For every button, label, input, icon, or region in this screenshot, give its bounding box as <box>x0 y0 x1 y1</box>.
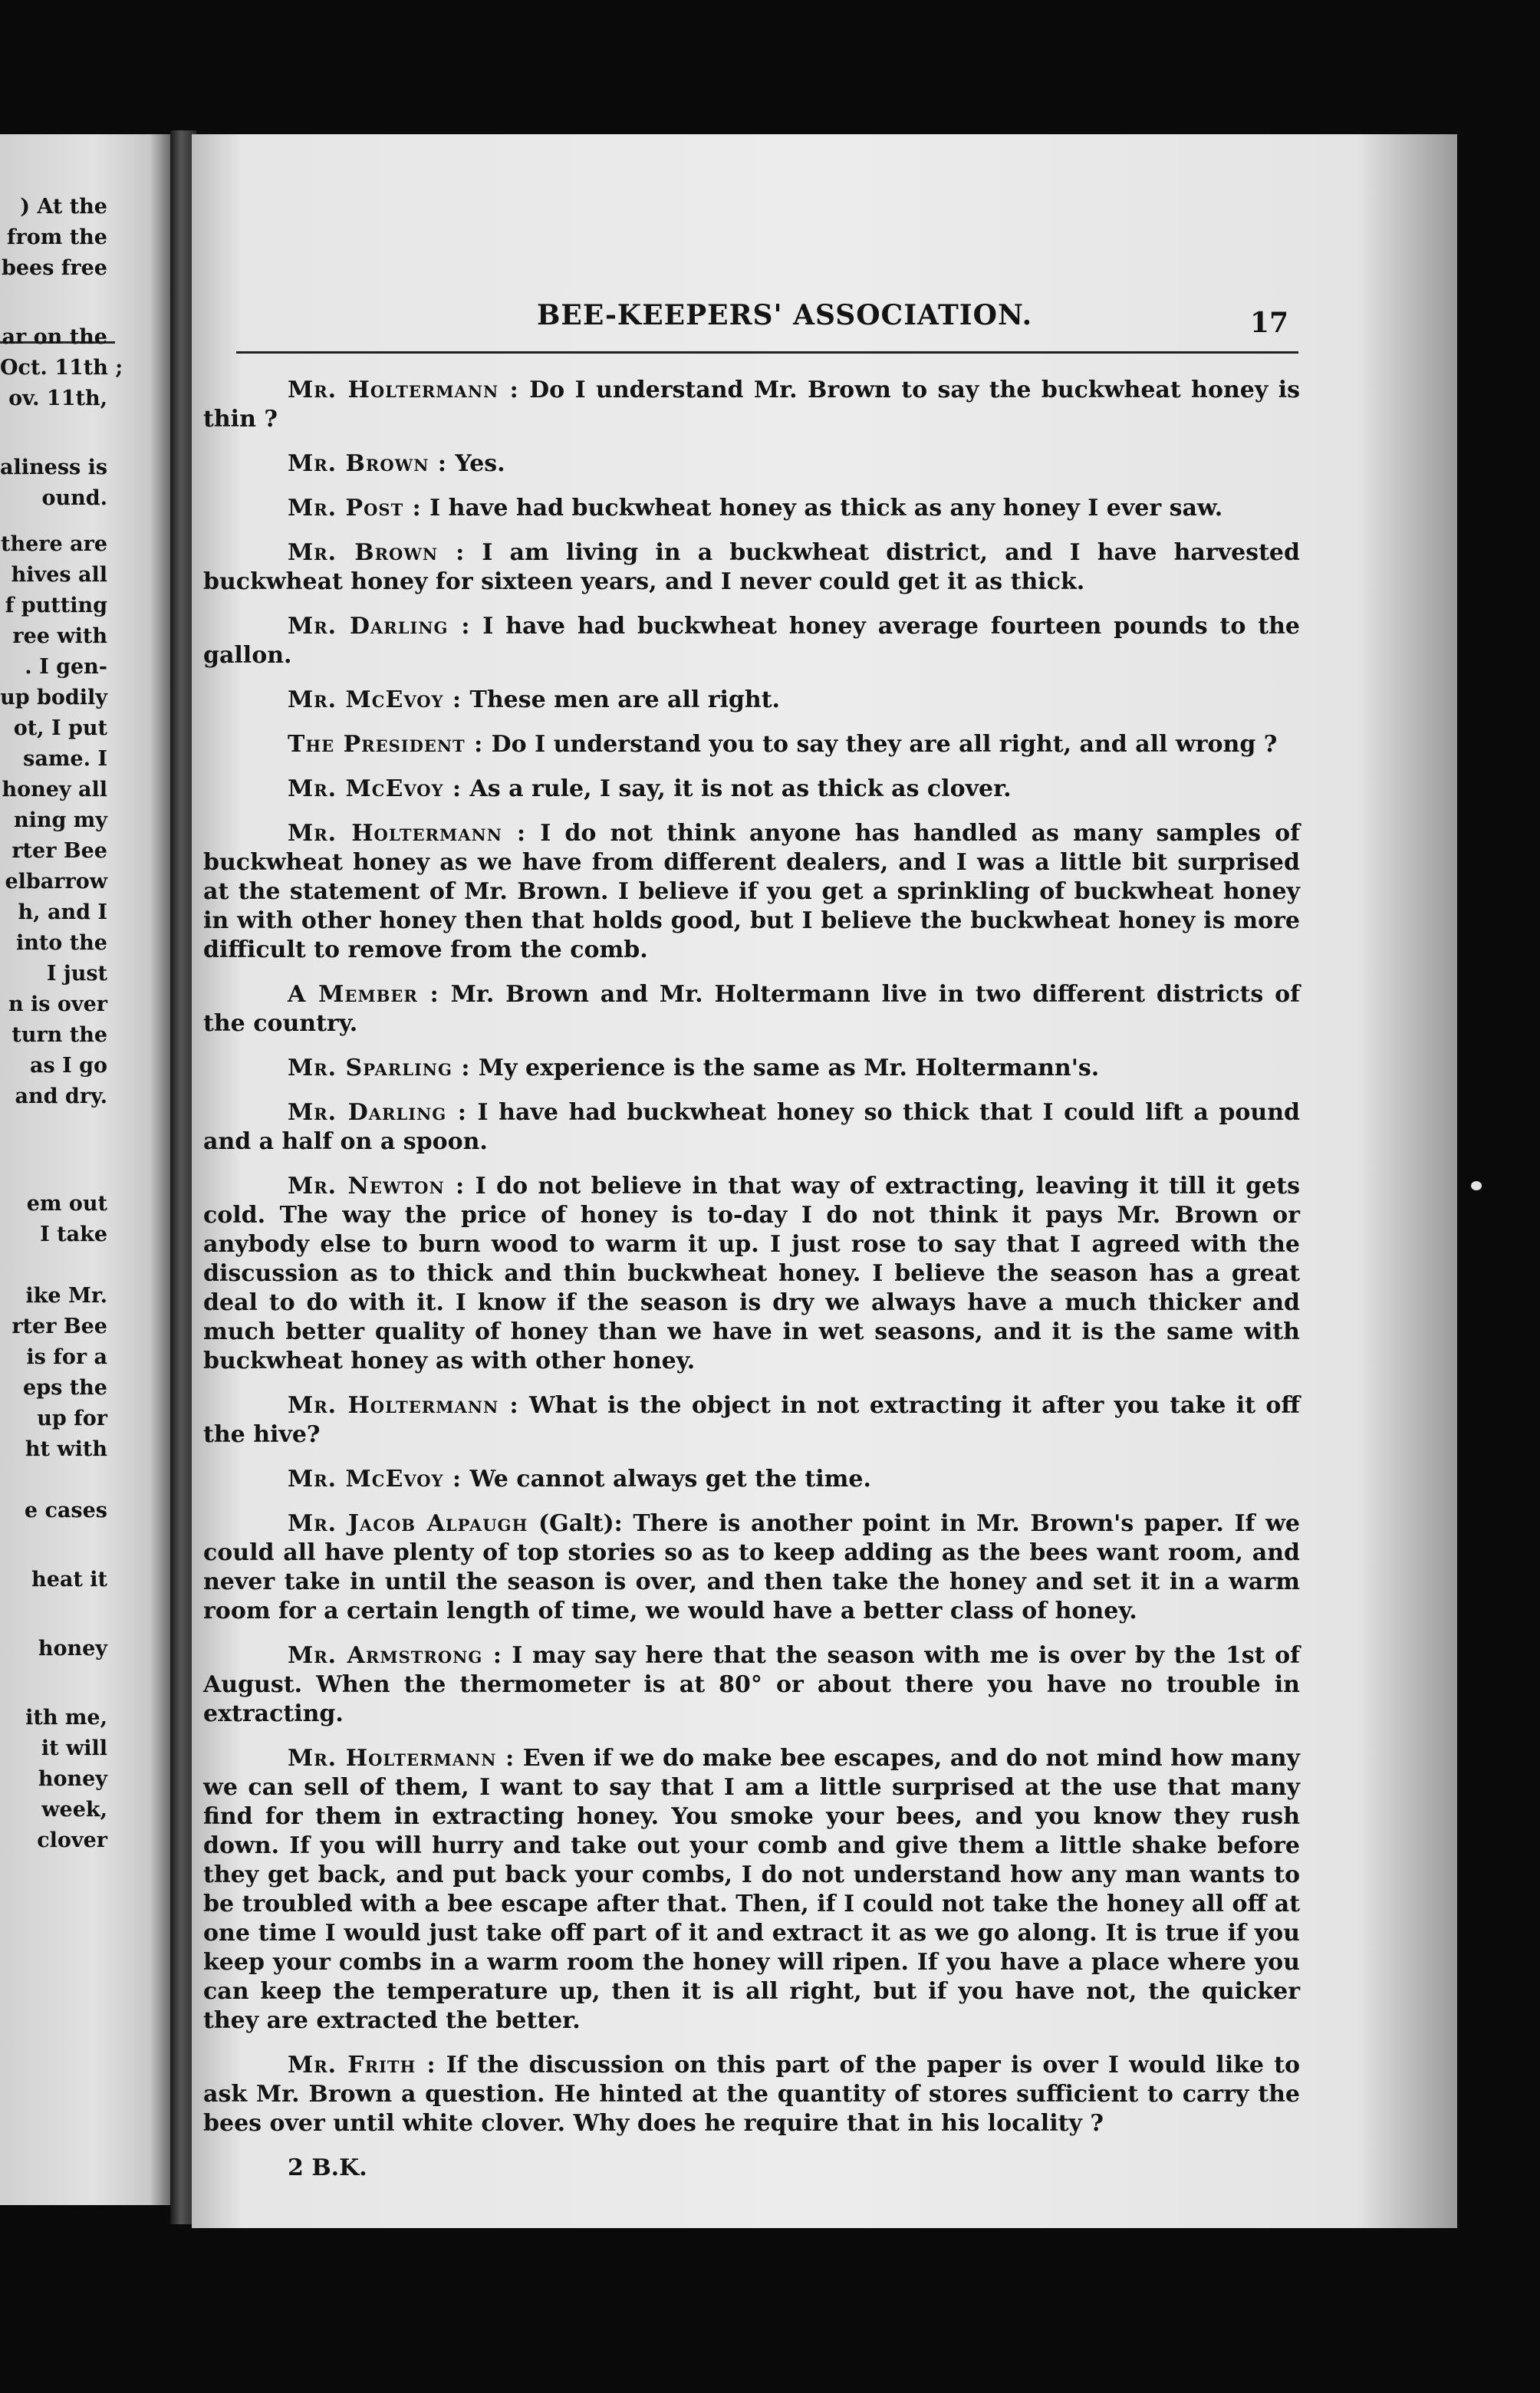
facing-page-line: em out <box>26 1192 107 1216</box>
speech-paragraph <box>203 1465 1300 1494</box>
facing-page-line: rter Bee <box>12 1315 107 1338</box>
speech-text: These men are all right. <box>462 686 780 713</box>
facing-page-line: eps the <box>23 1376 107 1400</box>
speech-text: My experience is the same as Mr. Holtermann's. <box>470 1055 1100 1081</box>
speech-paragraph <box>203 686 1300 715</box>
facing-page-line: e cases <box>24 1499 107 1522</box>
facing-page-line: up bodily <box>0 686 107 709</box>
speaker-name: The President : <box>288 731 484 758</box>
speaker-name: Mr. McEvoy : <box>288 686 462 713</box>
facing-page-line: ot, I put <box>13 716 107 740</box>
speech-text: I do not think anyone has handled as many samples of buckwheat honey as we have from different dealers, and I was a little bit surprised at the statement of Mr. Brown. I believe if you get a sprinkling of buckwheat honey in with other honey then that holds good, but I believe the buckwheat honey is more difficult to remove from the comb. <box>203 820 1300 963</box>
facing-page-line: ith me, <box>25 1706 107 1730</box>
facing-page-line: there are <box>1 532 107 556</box>
facing-page-line: . I gen- <box>25 655 107 679</box>
facing-page-line: ar on the <box>2 325 107 349</box>
speech-text: What is the object in not extracting it after you take it off the hive? <box>203 1392 1300 1448</box>
facing-page-line: same. I <box>23 747 107 771</box>
speaker-name: Mr. Newton : <box>288 1173 466 1200</box>
speech-paragraph <box>203 538 1300 597</box>
speaker-name: Mr. Brown : <box>288 450 447 477</box>
speaker-name: Mr. Darling : <box>288 613 471 640</box>
facing-page-line: honey all <box>2 778 107 802</box>
facing-page-line: f putting <box>5 594 107 617</box>
speech-text: Do I understand you to say they are all right, and all wrong ? <box>483 731 1278 758</box>
speaker-name: Mr. Holtermann : <box>288 1392 519 1419</box>
facing-page-line: turn the <box>12 1023 107 1047</box>
speech-text: I am living in a buckwheat district, and I have harvested buckwheat honey for sixteen years, and I never could get it as thick. <box>203 539 1300 595</box>
facing-page-line: up for <box>37 1407 107 1430</box>
speech-paragraph <box>203 1509 1300 1626</box>
speaker-name: Mr. McEvoy : <box>288 775 462 802</box>
facing-page-line: heat it <box>31 1568 107 1591</box>
facing-page-line: into the <box>15 931 107 955</box>
dust-speck <box>1471 1181 1482 1190</box>
speech-text: I have had buckwheat honey as thick as any honey I ever saw. <box>421 495 1223 522</box>
facing-page-line: ike Mr. <box>25 1284 107 1308</box>
speech-paragraph <box>203 1054 1300 1083</box>
speech-paragraph <box>203 980 1300 1039</box>
speech-paragraph <box>203 730 1300 759</box>
page-number: 17 <box>1250 307 1289 339</box>
speech-text: (Galt): There is another point in Mr. Brown's paper. If we could all have plenty of top stories so as to keep adding as the bees want room, and never take in until the season is over, and then take the honey and set it in a warm room for a certain length of time, we would have a better class of honey. <box>203 1510 1300 1624</box>
facing-page-fragment <box>0 134 170 2205</box>
speech-text: I have had buckwheat honey average fourteen pounds to the gallon. <box>203 613 1300 669</box>
signature-mark: 2 B.K. <box>288 2154 367 2181</box>
speech-paragraph <box>203 1744 1300 2036</box>
speech-text: Even if we do make bee escapes, and do not mind how many we can sell of them, I want to say that I am a little surprised at the use that many find for them in extracting honey. You smoke your bees, and you know they rush down. If you will hurry and take out your comb and give them a little shake before they get back, and put back your combs, I do not understand how any man wants to be troubled with a bee escape after that. Then, if I could not take the honey all off at one time I would just take off part of it and extract it as we go along. It is true if you keep your combs in a warm room the honey will ripen. If you have a place where you can keep the temperature up, then it is all right, but if you have not, the quicker they are extracted the better. <box>203 1745 1300 2034</box>
facing-page-line: as I go <box>29 1054 107 1078</box>
speaker-name: Mr. Armstrong : <box>288 1642 502 1669</box>
speech-paragraph <box>203 1172 1300 1376</box>
speech-text: I may say here that the season with me is over by the 1st of August. When the thermometer is at 80° or about there you have no trouble in extracting. <box>203 1642 1300 1727</box>
speaker-name: Mr. Jacob Alpaugh <box>288 1510 528 1537</box>
facing-page-line: elbarrow <box>5 870 107 894</box>
facing-page-line: it will <box>41 1736 107 1760</box>
speaker-name: Mr. Frith : <box>288 2052 436 2079</box>
facing-page-line: rter Bee <box>12 839 107 863</box>
speech-text: We cannot always get the time. <box>462 1466 871 1493</box>
speech-text: I do not believe in that way of extracting, leaving it till it gets cold. The way the price of honey is to-day I do not think it pays Mr. Brown or anybody else to burn wood to warm it up. I just rose to say that I agreed with the discussion as to thick and thin buckwheat honey. I believe the season has a great deal to do with it. I know if the season is dry we always have a much thicker and much better quality of honey than we have in wet seasons, and it is the same with buckwheat honey as with other honey. <box>203 1173 1300 1374</box>
facing-page-line: Oct. 11th ; <box>0 356 123 380</box>
facing-page-line: aliness is <box>0 456 108 479</box>
facing-page-line: clover <box>37 1828 107 1852</box>
facing-page-line: ht with <box>25 1437 107 1461</box>
facing-page-line: ound. <box>41 486 107 510</box>
page-body <box>203 376 1300 2183</box>
speech-text: If the discussion on this part of the paper is over I would like to ask Mr. Brown a question. He hinted at the quantity of stores sufficient to carry the bees over until white clover. Why does he require that in his locality ? <box>203 2052 1300 2137</box>
speech-paragraph <box>203 449 1300 479</box>
speech-paragraph <box>203 775 1300 804</box>
header-rule <box>236 351 1298 354</box>
facing-page-line: is for a <box>26 1345 107 1369</box>
facing-page-line: ) At the <box>20 195 107 219</box>
facing-page-line: from the <box>6 225 107 249</box>
speech-text: As a rule, I say, it is not as thick as clover. <box>462 775 1012 802</box>
speaker-name: Mr. Darling : <box>288 1099 467 1126</box>
facing-page-line: ree with <box>12 624 107 648</box>
speaker-name: Mr. McEvoy : <box>288 1466 462 1493</box>
facing-page-line: ning my <box>13 808 107 832</box>
facing-page-line: week, <box>41 1798 107 1822</box>
facing-page-line: honey <box>38 1637 107 1661</box>
facing-page-line: n is over <box>8 992 107 1016</box>
speaker-name: Mr. Brown : <box>288 539 466 566</box>
speech-paragraph <box>203 1641 1300 1729</box>
facing-page-line: I just <box>46 962 107 986</box>
speaker-name: Mr. Holtermann : <box>288 1745 515 1772</box>
speaker-name: Mr. Holtermann : <box>288 377 519 403</box>
speaker-name: Mr. Post : <box>288 495 422 522</box>
speech-paragraph <box>203 612 1300 670</box>
speaker-name: Mr. Holtermann : <box>288 820 527 847</box>
running-head: BEE-KEEPERS' ASSOCIATION. <box>537 299 1033 331</box>
facing-page-line: and dry. <box>15 1085 107 1108</box>
facing-page-line: I take <box>40 1223 107 1246</box>
speech-paragraph <box>203 1098 1300 1157</box>
speech-paragraph <box>203 2051 1300 2138</box>
speech-paragraph <box>203 376 1300 434</box>
speaker-name: Mr. Sparling : <box>288 1055 471 1081</box>
speech-text: Mr. Brown and Mr. Holtermann live in two different districts of the country. <box>203 981 1300 1037</box>
facing-page-line: bees free <box>1 256 107 280</box>
facing-page-line: h, and I <box>18 900 107 924</box>
facing-page-line: honey <box>38 1767 107 1791</box>
facing-page-line: hives all <box>11 563 107 587</box>
speech-text: I have had buckwheat honey so thick that I could lift a pound and a half on a spoon. <box>203 1099 1300 1155</box>
speaker-name: A Member : <box>288 981 439 1008</box>
speech-paragraph <box>203 819 1300 965</box>
speech-text: Do I understand Mr. Brown to say the buckwheat honey is thin ? <box>203 377 1300 433</box>
paragraph-list <box>203 376 1300 2138</box>
speech-paragraph <box>203 494 1300 523</box>
speech-text: Yes. <box>446 450 505 477</box>
speech-paragraph <box>203 1391 1300 1450</box>
facing-page-line: ov. 11th, <box>8 387 107 410</box>
